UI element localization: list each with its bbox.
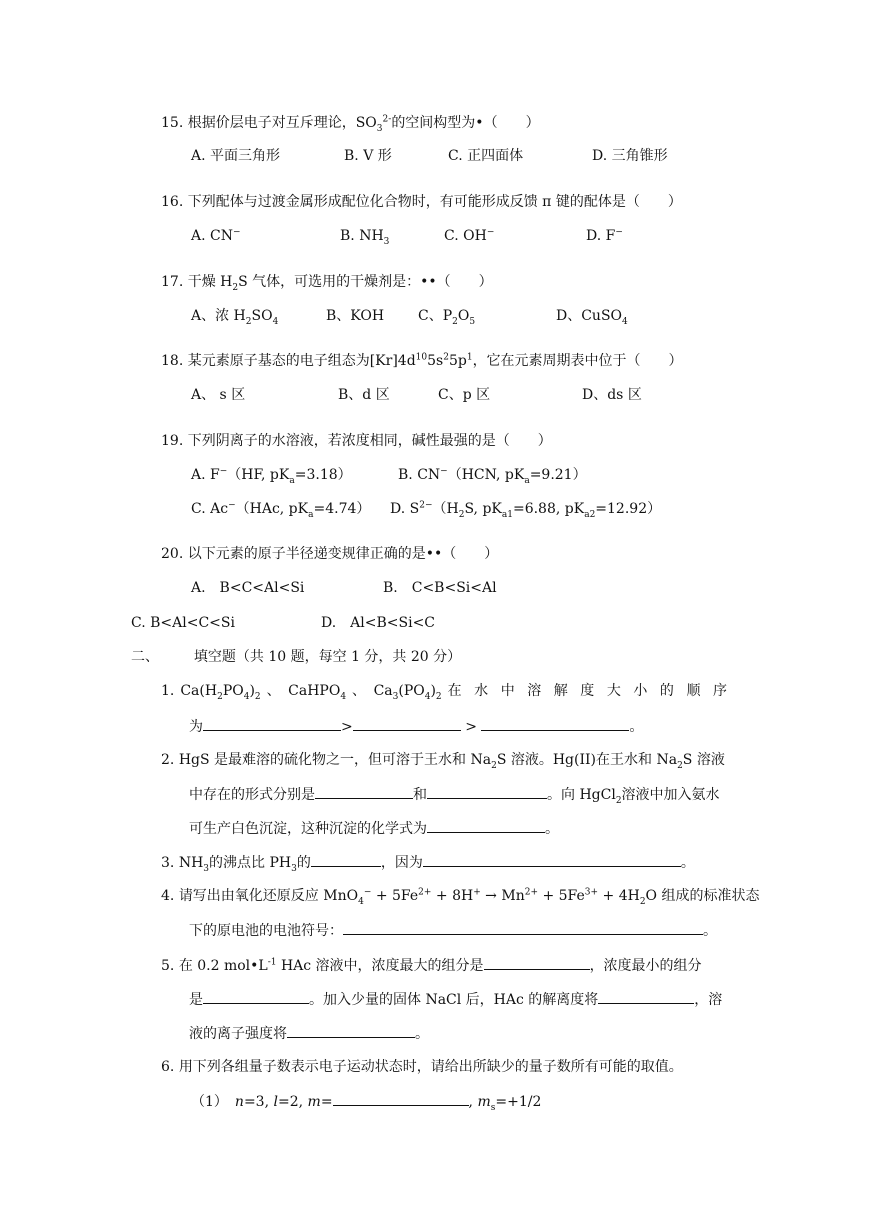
question-16-stem: 16. 下列配体与过渡金属形成配位化合物时，有可能形成反馈 π 键的配体是（ ） xyxy=(161,194,682,210)
answer-blank[interactable] xyxy=(427,784,547,799)
question-16-option-d: D. F− xyxy=(586,227,623,244)
question-18-option-d: D、ds 区 xyxy=(582,387,642,403)
question-19-stem: 19. 下列阴离子的水溶液，若浓度相同，碱性最强的是（ ） xyxy=(161,433,552,449)
answer-blank[interactable] xyxy=(311,852,381,867)
question-17-option-d: D、CuSO$_4$ xyxy=(556,308,628,327)
fill-6-sub-1: （1） n=3, l=2, m= , $m_s=+1/2$ xyxy=(191,1091,541,1112)
answer-blank[interactable] xyxy=(353,716,461,731)
question-number: 18. xyxy=(161,353,184,369)
answer-blank[interactable] xyxy=(203,989,309,1004)
fill-5-line-1: 5. 在 0.2 $mol•L^{-1}$ HAc 溶液中，浓度最大的组分是 ，浓度最小的组分 xyxy=(161,955,702,976)
question-18-option-a: A、 s 区 xyxy=(191,387,246,403)
question-20-stem: 20. 以下元素的原子半径递变规律正确的是••（ ） xyxy=(161,546,499,562)
answer-blank[interactable] xyxy=(203,716,341,731)
question-number: 15. xyxy=(161,115,184,131)
question-number: 1. xyxy=(161,683,175,699)
fill-2-line-3: 可生产白色沉淀，这种沉淀的化学式为 。 xyxy=(189,818,559,839)
answer-blank[interactable] xyxy=(343,920,703,935)
fill-5-line-3: 液的离子强度将 。 xyxy=(189,1023,429,1044)
question-number: 5. xyxy=(161,958,175,974)
question-15-option-b: B. V 形 xyxy=(344,148,392,164)
question-17-option-b: B、KOH xyxy=(326,308,385,324)
question-16-option-c: C. OH− xyxy=(444,227,495,244)
question-19-option-b: B. CN−（HCN, $pK_a=9.21$） xyxy=(398,466,587,486)
question-16-option-b: B. $NH_3$ xyxy=(340,228,390,247)
question-15-stem: 15. 根据价层电子对互斥理论，$SO_3^{2-}$的空间构型为•（ ） xyxy=(161,114,540,134)
question-18-option-b: B、d 区 xyxy=(338,387,390,403)
fill-1-line-1: 1. $Ca(H_2PO_4)_2$ 、 CaHPO$_4$ 、 $Ca_3(PO_4)_2$ 在水中溶解度大小的顺序 xyxy=(161,683,738,702)
question-20-option-b: B. C<B<Si<Al xyxy=(383,580,497,596)
question-20-option-a: A. B<C<Al<Si xyxy=(191,580,305,596)
answer-blank[interactable] xyxy=(423,852,681,867)
answer-blank[interactable] xyxy=(315,784,413,799)
question-18-stem: 18. 某元素原子基态的电子组态为$[Kr]4d^{10}5s^25p^1$，它在元素周期表中位于（ ） xyxy=(161,352,683,369)
answer-blank[interactable] xyxy=(598,989,694,1004)
question-number: 20. xyxy=(161,546,184,562)
question-19-option-a: A. F−（HF, $pK_a=3.18$） xyxy=(191,466,352,486)
section-title: 填空题（共 10 题，每空 1 分，共 20 分） xyxy=(193,649,462,665)
question-17-option-a: A、浓 $H_2SO_4$ xyxy=(191,308,279,327)
fill-3-line-1: 3. $NH_3$的沸点比 $PH_3$的 ，因为 。 xyxy=(161,852,695,873)
fill-1-line-2: 为 > > 。 xyxy=(189,716,643,737)
question-20-option-c: C. B<Al<C<Si xyxy=(131,615,235,631)
question-18-option-c: C、p 区 xyxy=(438,387,491,403)
fill-4-line-1: 4. 请写出由氧化还原反应 $MnO_4^- + 5Fe^{2+} + 8H^+ \to Mn^{2+} + 5Fe^{3+} + 4H_2O$ 组成的标准状态 xyxy=(161,887,760,907)
question-number: 4. xyxy=(161,888,175,904)
answer-blank[interactable] xyxy=(333,1091,469,1106)
fill-2-line-1: 2. HgS 是最难溶的硫化物之一，但可溶于王水和 $Na_2S$ 溶液。Hg(II)在王水和 $Na_2S$ 溶液 xyxy=(161,752,725,771)
question-number: 6. xyxy=(161,1059,175,1075)
question-17-stem: 17. 干燥 $H_2S$ 气体，可选用的干燥剂是：••（ ） xyxy=(161,274,493,293)
question-17-option-c: C、$P_2O_5$ xyxy=(418,308,476,327)
answer-blank[interactable] xyxy=(287,1023,415,1038)
question-number: 3. xyxy=(161,855,175,871)
fill-5-line-2: 是 。加入少量的固体 NaCl 后，HAc 的解离度将 ，溶 xyxy=(189,989,722,1010)
section-number: 二、 xyxy=(131,649,159,665)
fill-6-line-1: 6. 用下列各组量子数表示电子运动状态时，请给出所缺少的量子数所有可能的取值。 xyxy=(161,1059,683,1075)
answer-blank[interactable] xyxy=(481,716,629,731)
question-16-option-a: A. CN− xyxy=(191,227,241,244)
question-19-option-d: D. $S^{2-}(H_2S$, $pK_{a1}=6.88$, $pK_{a2}=12.92$） xyxy=(390,500,662,520)
question-19-option-c: C. Ac−（HAc, $pK_a=4.74$） xyxy=(191,500,371,520)
answer-blank[interactable] xyxy=(427,818,545,833)
question-number: 19. xyxy=(161,433,184,449)
question-number: 2. xyxy=(161,752,175,768)
question-20-option-d: D. Al<B<Si<C xyxy=(321,615,436,631)
question-number: 17. xyxy=(161,274,184,290)
question-number: 16. xyxy=(161,194,184,210)
question-15-option-a: A. 平面三角形 xyxy=(191,148,281,164)
section-2-heading xyxy=(131,647,461,667)
question-15-option-c: C. 正四面体 xyxy=(448,148,524,164)
answer-blank[interactable] xyxy=(484,955,590,970)
fill-2-line-2: 中存在的形式分别是 和 。向 HgCl$_2$溶液中加入氨水 xyxy=(189,784,720,805)
question-15-option-d: D. 三角锥形 xyxy=(592,148,668,164)
fill-4-line-2: 下的原电池的电池符号： 。 xyxy=(189,920,717,941)
